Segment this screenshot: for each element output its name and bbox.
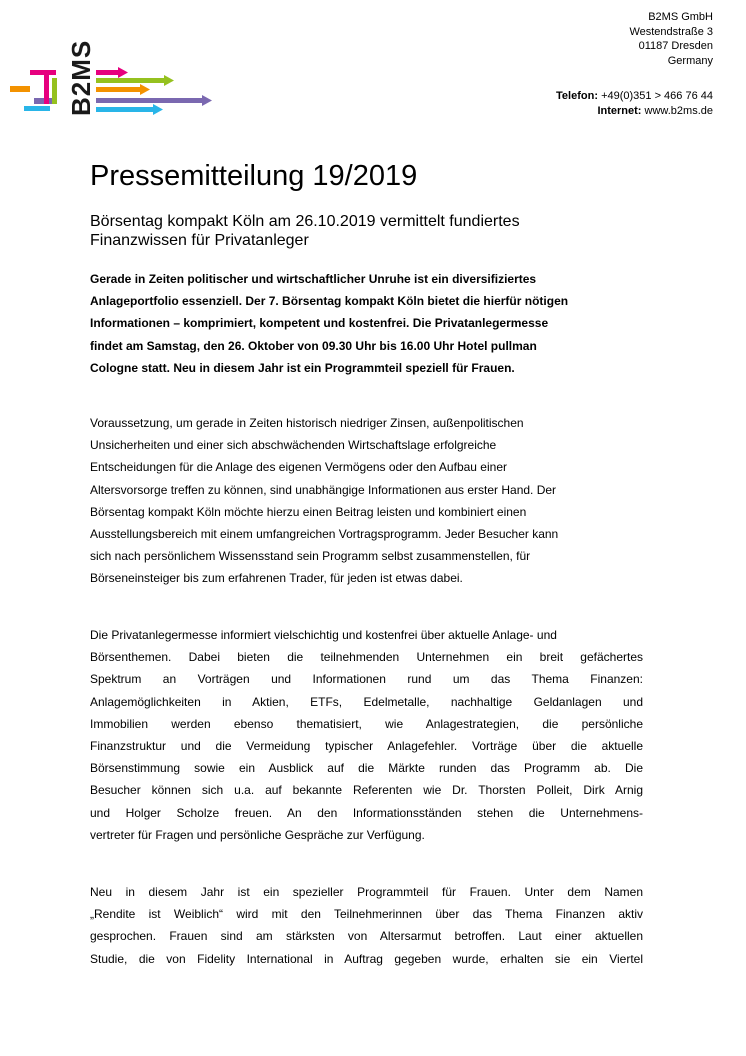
lead-paragraph [90, 268, 643, 379]
phone-line [556, 89, 713, 104]
text-line: vertreter für Fragen und persönliche Gespräche zur Verfügung. [90, 827, 425, 842]
text-line: Voraussetzung, um gerade in Zeiten historisch niedriger Zinsen, außenpolitischen [90, 416, 524, 430]
logo-bar-pink [44, 70, 49, 104]
company-name: B2MS GmbH [648, 11, 713, 23]
logo-stripe-pink [30, 70, 56, 75]
internet-label: Internet: [597, 104, 642, 117]
country: Germany [667, 54, 713, 67]
text-line: Börsenstimmung sowie ein Ausblick auf die Märkte runden das Programm ab. Die [90, 761, 643, 776]
text-line: sich nach persönlichem Wissensstand sein Programm selbst zusammenstellen, für [90, 549, 531, 564]
body-paragraph-1 [90, 412, 643, 590]
sender-address [629, 10, 713, 68]
logo-arrow-green [96, 75, 174, 86]
text-line: Immobilien werden ebenso thematisiert, wie Anlagestrategien, die persönliche [90, 716, 643, 731]
page-title: Pressemitteilung 19/2019 [90, 160, 418, 192]
street: Westendstraße 3 [629, 25, 713, 38]
logo-stripe-orange-left [10, 86, 30, 92]
text-line: Anlagemöglichkeiten in Aktien, ETFs, Edelmetalle, nachhaltige Geldanlagen und [90, 694, 643, 709]
text-line: Besucher können sich u.a. auf bekannte Referenten wie Dr. Thorsten Polleit, Dirk Arnig [90, 783, 643, 798]
text-line: Börsentag kompakt Köln möchte hierzu einen Beitrag leisten und kombiniert einen [90, 504, 527, 519]
phone-value: +49(0)351 > 466 76 44 [601, 90, 713, 102]
logo-arrow-pink [96, 67, 128, 78]
subtitle [90, 212, 590, 250]
logo-arrow-purple [96, 95, 212, 106]
text-line: Studie, die von Fidelity International in Auftrag gegeben wurde, erhalten sie ein Viertel [90, 951, 643, 966]
text-line: Unsicherheiten und einer sich abschwächenden Wirtschaftslage erfolgreiche [90, 438, 497, 453]
contact-info [556, 89, 713, 118]
phone-label: Telefon: [556, 90, 598, 102]
text-line: Spektrum an Vorträgen und Informationen rund um das Thema Finanzen: [90, 672, 643, 687]
city: 01187 Dresden [638, 40, 713, 52]
logo-arrow-cyan [96, 104, 163, 115]
text-line: „Rendite ist Weiblich“ wird mit den Teilnehmerinnen über das Thema Finanzen aktiv [90, 907, 643, 922]
body-paragraph-3 [90, 881, 643, 970]
text-line: Ausstellungsbereich mit einem umfangreichen Vortragsprogramm. Jeder Besucher kann [90, 527, 559, 542]
text-line: und Holger Scholze freuen. An den Informationsständen stehen die Unternehmens- [90, 805, 643, 820]
b2ms-logo [8, 40, 214, 120]
subtitle-line: Finanzwissen für Privatanleger [90, 232, 309, 249]
body-paragraph-2 [90, 624, 643, 846]
text-line: Altersvorsorge treffen zu können, sind unabhängige Informationen aus erster Hand. Der [90, 482, 557, 497]
text-line: Entscheidungen für die Anlage des eigenen Vermögens oder den Aufbau einer [90, 460, 507, 475]
internet-line [556, 104, 713, 119]
text-line: Neu in diesem Jahr ist ein spezieller Programmteil für Frauen. Unter dem Namen [90, 885, 643, 899]
lead-line: Gerade in Zeiten politischer und wirtschaftlicher Unruhe ist ein diversifiziertes [90, 272, 537, 286]
text-line: Finanzstruktur und die Vermeidung typischer Anlagefehler. Vorträge über die aktuelle [90, 739, 643, 754]
text-line: Börsenthemen. Dabei bieten die teilnehmenden Unternehmen ein breit gefächertes [90, 650, 643, 665]
internet-value[interactable]: www.b2ms.de [644, 104, 713, 117]
lead-line: Anlageportfolio essenziell. Der 7. Börsentag kompakt Köln bietet die hierfür nötigen [90, 294, 569, 309]
logo-stripe-cyan-left [24, 106, 50, 111]
logo-arrow-orange [96, 84, 150, 95]
logo-wordmark: B2MS [66, 40, 96, 116]
text-line: Die Privatanlegermesse informiert vielschichtig und kostenfrei über aktuelle Anlage- und [90, 628, 557, 642]
lead-line: Informationen – komprimiert, kompetent und kostenfrei. Die Privatanlegermesse [90, 316, 549, 331]
subtitle-line: Börsentag kompakt Köln am 26.10.2019 vermittelt fundiertes [90, 213, 520, 230]
text-line: Börseneinsteiger bis zum erfahrenen Trader, für jeden ist etwas dabei. [90, 571, 463, 586]
lead-line: Cologne statt. Neu in diesem Jahr ist ein Programmteil speziell für Frauen. [90, 360, 515, 375]
lead-line: findet am Samstag, den 26. Oktober von 09.30 Uhr bis 16.00 Uhr Hotel pullman [90, 338, 537, 353]
logo-bar-green [52, 78, 57, 104]
text-line: gesprochen. Frauen sind am stärksten von Altersarmut betroffen. Laut einer aktuellen [90, 929, 643, 944]
